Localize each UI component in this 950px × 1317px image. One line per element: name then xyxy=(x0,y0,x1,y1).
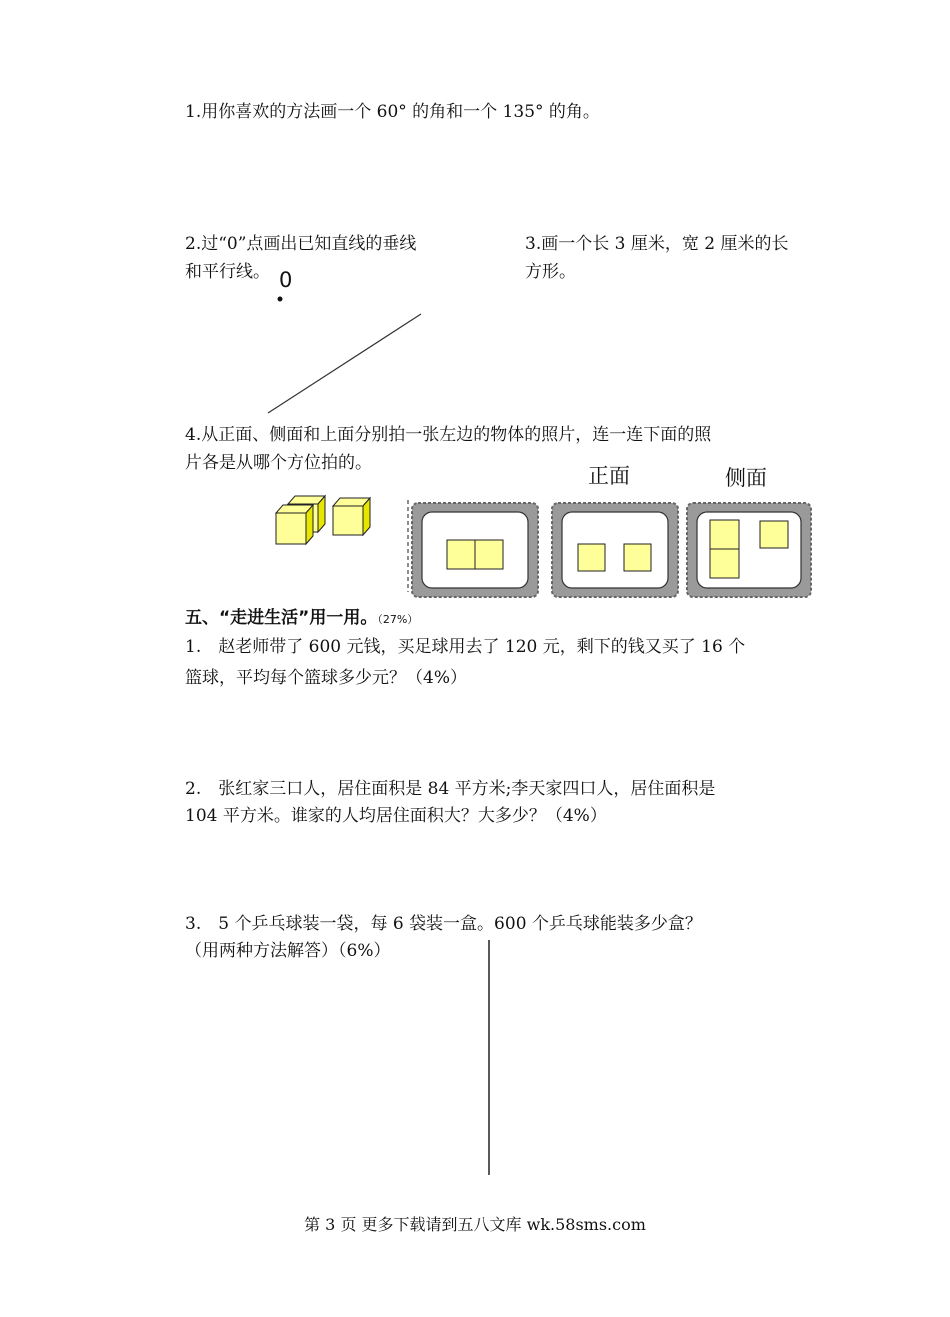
point-o-dot xyxy=(278,297,283,302)
problem-1-line-1: 1. 赵老师带了 600 元钱，买足球用去了 120 元，剩下的钱又买了 16 个 xyxy=(185,637,746,657)
question-1: 1.用你喜欢的方法画一个 60° 的角和一个 135° 的角。 xyxy=(185,102,600,122)
section-5-percent: （27%） xyxy=(377,613,419,626)
question-4-line-2: 片各是从哪个方位拍的。 xyxy=(185,453,372,473)
problem-2-line-2: 104 平方米。谁家的人均居住面积大？大多少？（4%） xyxy=(185,806,607,826)
photo-label-front: 正面 xyxy=(588,464,630,488)
section-5-title-text: 五、“走进生活”用一用。 xyxy=(185,608,378,628)
problem-3-line-1: 3. 5 个乒乓球装一袋，每 6 袋装一盒。600 个乒乓球能装多少盒？ xyxy=(185,914,702,934)
question-3-line-2: 方形。 xyxy=(525,262,576,282)
section-5-title xyxy=(185,603,418,628)
given-line xyxy=(268,314,421,413)
point-o-label: 0 xyxy=(279,268,293,292)
question-2-line-1: 2.过“0”点画出已知直线的垂线 xyxy=(185,234,417,254)
photo-frame-2 xyxy=(552,503,678,597)
question-3-line-1: 3.画一个长 3 厘米，宽 2 厘米的长 xyxy=(525,234,789,254)
object-cubes xyxy=(276,496,370,544)
photo-label-side: 侧面 xyxy=(725,466,767,490)
question-2-line-2: 和平行线。 xyxy=(185,262,270,282)
page-footer: 第 3 页 更多下载请到五八文库 wk.58sms.com xyxy=(304,1215,646,1234)
problem-3-line-2: （用两种方法解答）（6%） xyxy=(185,941,391,961)
photo-label-front-clip xyxy=(588,464,648,488)
photo-frame-1 xyxy=(412,503,538,597)
question-4-line-1: 4.从正面、侧面和上面分别拍一张左边的物体的照片，连一连下面的照 xyxy=(185,425,712,445)
problem-2-line-1: 2. 张红家三口人，居住面积是 84 平方米;李天家四口人，居住面积是 xyxy=(185,779,716,799)
problem-1-line-2: 篮球，平均每个篮球多少元？（4%） xyxy=(185,668,467,688)
photo-frame-3 xyxy=(687,503,811,597)
